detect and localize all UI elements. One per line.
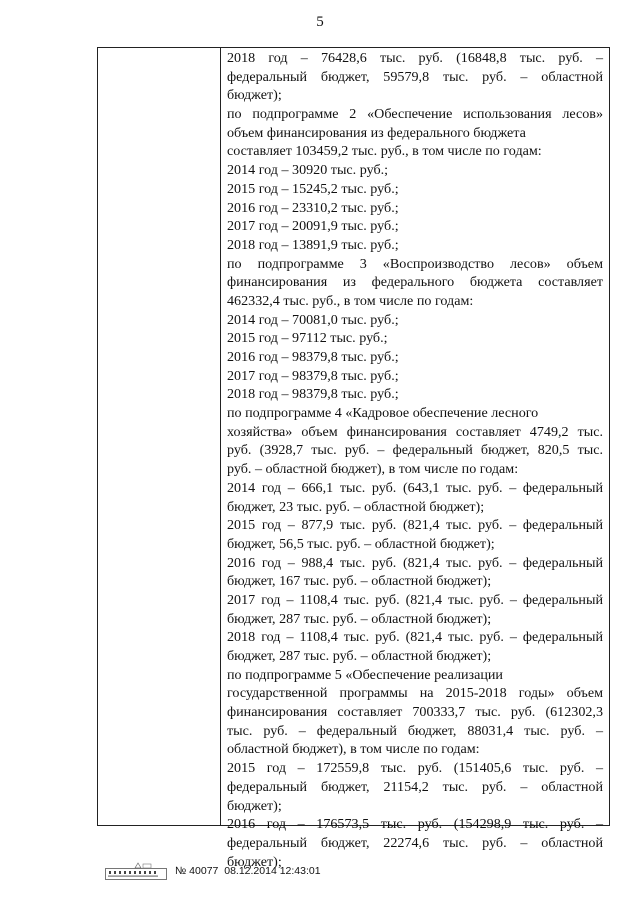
text-line: бюджет); xyxy=(227,853,282,870)
text-line: бюджет); xyxy=(227,797,282,814)
text-line: 2018 год – 76428,6 тыс. руб. (16848,8 тыс. руб. – xyxy=(227,50,603,66)
text-line: федеральный бюджет, 59579,8 тыс. руб. – областной xyxy=(227,68,603,85)
document-number: № 40077 xyxy=(175,865,219,877)
barcode-stamp-icon xyxy=(105,862,167,880)
text-line: руб. – областной бюджет), в том числе по годам: xyxy=(227,461,519,478)
text-line: 2014 год – 70081,0 тыс. руб.; xyxy=(227,311,399,328)
text-line: 2016 год – 23310,2 тыс. руб.; xyxy=(227,199,399,216)
page-number: 5 xyxy=(316,14,324,30)
text-line: бюджет); xyxy=(227,87,282,104)
text-line: бюджет, 23 тыс. руб. – областной бюджет); xyxy=(227,498,485,515)
text-line: по подпрограмме 5 «Обеспечение реализации xyxy=(227,666,503,683)
text-line: 2014 год – 30920 тыс. руб.; xyxy=(227,162,389,179)
text-line: 462332,4 тыс. руб., в том числе по годам: xyxy=(227,292,474,309)
text-line: 2016 год – 988,4 тыс. руб. (821,4 тыс. руб. – федеральный xyxy=(227,554,603,571)
text-line: тыс. руб. – федеральный бюджет, 88031,4 тыс. руб. – xyxy=(227,722,603,739)
text-line: 2015 год – 877,9 тыс. руб. (821,4 тыс. руб. – федеральный xyxy=(227,517,603,534)
table-left-column xyxy=(98,48,221,825)
text-line: бюджет, 287 тыс. руб. – областной бюджет); xyxy=(227,648,492,664)
text-line: руб. (3928,7 тыс. руб. – федеральный бюджет, 820,5 тыс. xyxy=(227,442,603,459)
footer-registration xyxy=(175,865,321,877)
text-line: 2018 год – 13891,9 тыс. руб.; xyxy=(227,236,399,253)
text-line: бюджет, 167 тыс. руб. – областной бюджет); xyxy=(227,573,492,590)
document-table xyxy=(97,47,610,870)
text-line: 2015 год – 97112 тыс. руб.; xyxy=(227,330,388,347)
text-line: 2017 год – 98379,8 тыс. руб.; xyxy=(227,367,399,384)
text-line: финансирования из федерального бюджета составляет xyxy=(227,274,603,291)
text-line: 2015 год – 15245,2 тыс. руб.; xyxy=(227,180,399,197)
text-line: 2015 год – 172559,8 тыс. руб. (151405,6 тыс. руб. – xyxy=(227,760,603,777)
text-line: бюджет, 56,5 тыс. руб. – областной бюджет); xyxy=(227,535,495,552)
text-line: 2017 год – 1108,4 тыс. руб. (821,4 тыс. руб. – федеральный xyxy=(227,591,603,608)
text-line: 2018 год – 1108,4 тыс. руб. (821,4 тыс. руб. – федеральный xyxy=(227,629,603,646)
text-line: государственной программы на 2015-2018 годы» объем xyxy=(227,685,603,702)
text-line: составляет 103459,2 тыс. руб., в том числе по годам: xyxy=(227,143,542,160)
text-line: федеральный бюджет, 22274,6 тыс. руб. – областной xyxy=(227,834,603,851)
text-line: 2016 год – 98379,8 тыс. руб.; xyxy=(227,349,399,365)
table-right-column xyxy=(221,48,609,870)
page-footer xyxy=(105,862,525,882)
text-line: областной бюджет), в том числе по годам: xyxy=(227,741,480,758)
text-line: объем финансирования из федерального бюджета xyxy=(227,124,526,141)
text-line: финансирования составляет 700333,7 тыс. руб. (612302,3 xyxy=(227,704,603,721)
text-line: бюджет, 287 тыс. руб. – областной бюджет); xyxy=(227,610,492,627)
text-line: 2018 год – 98379,8 тыс. руб.; xyxy=(227,386,399,403)
document-timestamp: 08.12.2014 12:43:01 xyxy=(224,865,321,877)
text-line: хозяйства» объем финансирования составляет 4749,2 тыс. xyxy=(227,423,603,440)
text-line: по подпрограмме 2 «Обеспечение использования лесов» xyxy=(227,106,603,123)
text-line: 2016 год – 176573,5 тыс. руб. (154298,9 тыс. руб. – xyxy=(227,816,603,833)
text-line: 2017 год – 20091,9 тыс. руб.; xyxy=(227,218,399,235)
text-line: по подпрограмме 4 «Кадровое обеспечение лесного xyxy=(227,405,539,422)
text-line: 2014 год – 666,1 тыс. руб. (643,1 тыс. руб. – федеральный xyxy=(227,479,603,496)
text-line: по подпрограмме 3 «Воспроизводство лесов» объем xyxy=(227,255,603,272)
text-line: федеральный бюджет, 21154,2 тыс. руб. – областной xyxy=(227,778,603,795)
